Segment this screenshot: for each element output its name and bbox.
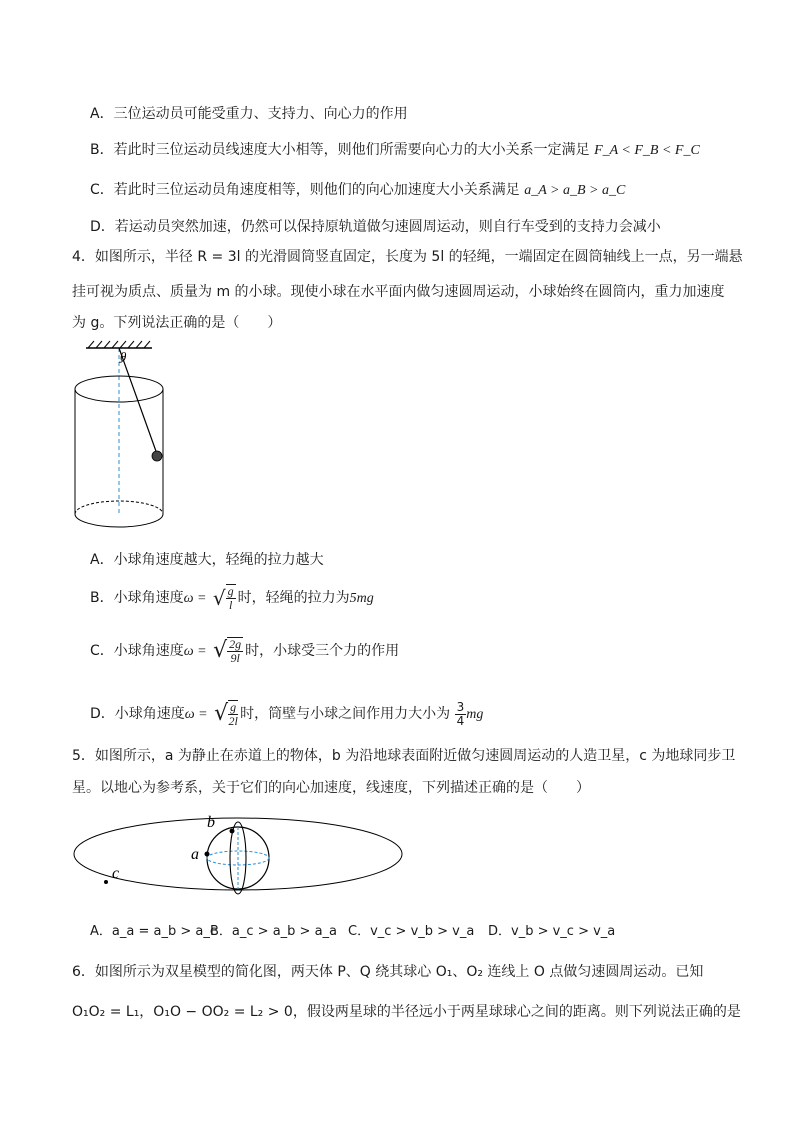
q3-option-c	[90, 180, 625, 201]
orbit-figure	[70, 810, 410, 900]
q6-stem-line2: O₁O₂ = L₁，O₁O − OO₂ = L₂ > 0，假设两星球的半径远小于两星球球心之间的距离。则下列说法正确的是	[72, 1004, 741, 1020]
q3-option-d: D．若运动员突然加速，仍然可以保持原轨道做匀速圆周运动，则自行车受到的支持力会减小	[90, 219, 661, 235]
q4-option-d-value: mg	[466, 707, 484, 722]
fraction-denominator: 9l	[230, 651, 240, 665]
q5-option-b: B．a_c > a_b > a_a	[210, 924, 337, 939]
omega-symbol: ω =	[183, 644, 207, 659]
omega-symbol: ω =	[183, 591, 207, 606]
q4-option-b-prefix: B．小球角速度	[90, 590, 184, 606]
q4-stem-line1: 4．如图所示，半径 R = 3l 的光滑圆筒竖直固定，长度为 5l 的轻绳，一端固定在圆筒轴线上一点，另一端悬	[72, 249, 743, 265]
q4-option-a: A．小球角速度越大，轻绳的拉力越大	[90, 552, 324, 568]
sqrt-expression: √ $\frac{g}{l}$	[212, 584, 234, 612]
fraction-numerator: g	[230, 700, 237, 714]
cylinder-pendulum-figure	[70, 338, 190, 538]
label-c: c	[112, 865, 120, 882]
fraction-numerator: g	[227, 584, 234, 598]
q4-option-c-prefix: C．小球角速度	[90, 643, 184, 659]
theta-label: θ	[120, 349, 127, 364]
q4-option-d-suffix: 时，筒壁与小球之间作用力大小为	[240, 706, 451, 722]
three-quarters-fraction	[455, 701, 467, 728]
fraction-denominator: 4	[456, 713, 465, 728]
q3-option-a: A．三位运动员可能受重力、支持力、向心力的作用	[90, 106, 408, 122]
fraction-numerator: 2g	[229, 637, 242, 651]
q5-stem-line1: 5．如图所示，a 为静止在赤道上的物体，b 为沿地球表面附近做匀速圆周运动的人造卫星，c 为地球同步卫	[72, 748, 736, 764]
q3-option-b	[90, 140, 700, 161]
label-b: b	[207, 814, 215, 831]
q3-option-c-text: C．若此时三位运动员角速度相等，则他们的向心加速度大小关系满足	[90, 182, 520, 198]
fraction-denominator: 2l	[228, 714, 238, 728]
sqrt-expression: √ $\frac{g}{2l}$	[214, 700, 238, 728]
q4-stem-line2: 挂可视为质点、质量为 m 的小球。现使小球在水平面内做匀速圆周运动，小球始终在圆筒内，重力加速度	[72, 284, 725, 300]
q5-option-a: A．a_a = a_b > a_c	[90, 924, 217, 939]
q4-option-d	[90, 700, 483, 728]
q4-option-c	[90, 637, 399, 665]
q4-option-d-prefix: D．小球角速度	[90, 706, 185, 722]
q4-option-b-value: 5mg	[349, 591, 374, 606]
q3-option-b-formula: F_A < F_B < F_C	[594, 143, 700, 158]
q3-option-c-formula: a_A > a_B > a_C	[524, 183, 626, 198]
fraction-numerator: 3	[456, 699, 465, 714]
q6-stem-line1: 6．如图所示为双星模型的简化图，两天体 P、Q 绕其球心 O₁、O₂ 连线上 O 点做匀速圆周运动。已知	[72, 964, 704, 980]
label-a: a	[191, 846, 199, 863]
q4-stem-line3: 为 g。下列说法正确的是（ ）	[72, 315, 282, 331]
q5-option-c: C．v_c > v_b > v_a	[348, 924, 475, 939]
q5-option-d: D．v_b > v_c > v_a	[488, 924, 616, 939]
q4-option-b-suffix: 时，轻绳的拉力为	[237, 590, 350, 606]
q3-option-b-text: B．若此时三位运动员线速度大小相等，则他们所需要向心力的大小关系一定满足	[90, 142, 590, 158]
q4-option-b	[90, 584, 374, 612]
omega-symbol: ω =	[184, 707, 208, 722]
q4-option-c-suffix: 时，小球受三个力的作用	[245, 643, 400, 659]
fraction-denominator: l	[228, 598, 233, 612]
q5-stem-line2: 星。以地心为参考系，关于它们的向心加速度，线速度，下列描述正确的是（ ）	[72, 780, 590, 796]
sqrt-expression: √ $\frac{2g}{9l}$	[213, 637, 242, 665]
